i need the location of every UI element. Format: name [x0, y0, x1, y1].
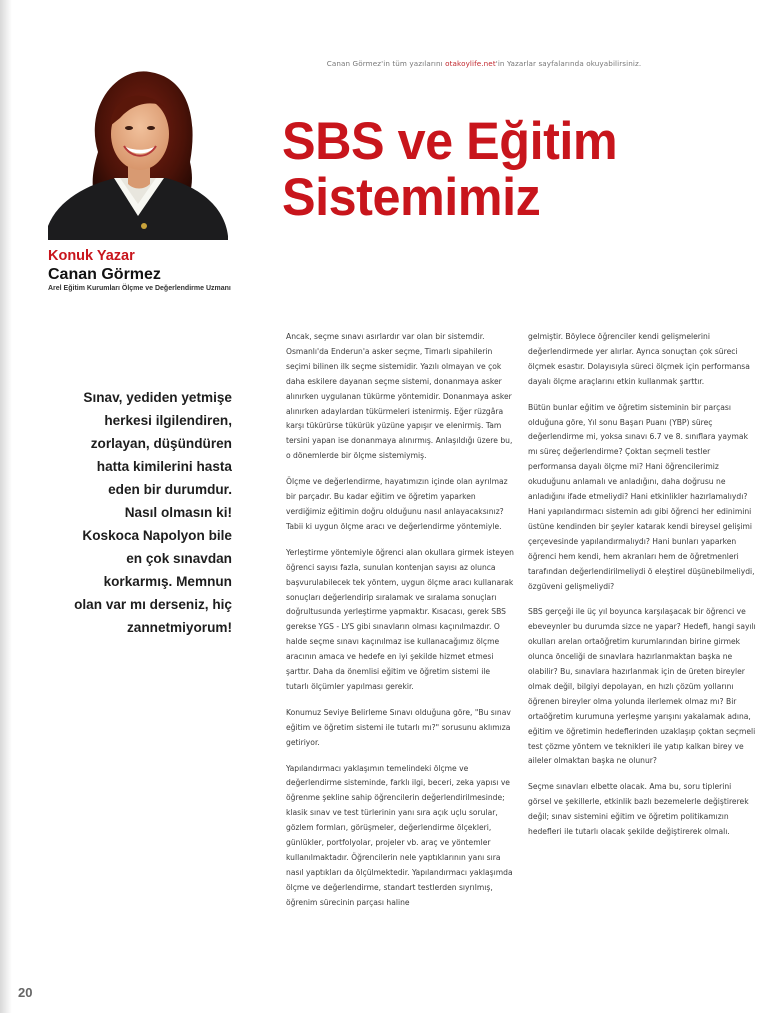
body-paragraph: Ancak, seçme sınavı asırlardır var olan bir sistemdir. Osmanlı'da Enderun'a asker seçme, Timarlı sipahilerin seçimi bilinen ilk seçme sistemidir. Yazılı olmayan ve çok daha eskilere dayanan seçme sistemi, donanmaya asker alınırken uygulanan tükürme yöntemidir. Donanmaya asker alınırken adaylardan tükürmeleri istenirmiş. Eğer rüzgâra karşı tükürürse tükürük yüzüne yapışır ve elenirmiş. Tam tersini yapan ise donanmaya alınırmış. Anlaşıldığı üzere bu, o dönemlerde bir ölçme sistemiymiş. — [286, 332, 513, 461]
author-name: Canan Görmez — [48, 266, 161, 283]
article-title-line-1: SBS ve Eğitim — [282, 112, 618, 171]
website-link[interactable]: otakoylife.net — [445, 59, 496, 68]
tagline-text-after: 'in Yazarlar sayfalarında okuyabilirsiniz. — [495, 59, 642, 68]
body-column-1 — [286, 330, 514, 922]
article-title-line-2: Sistemimiz — [282, 168, 541, 227]
header-tagline — [254, 59, 714, 68]
body-paragraph: Yerleştirme yöntemiyle öğrenci alan okullara girmek isteyen öğrenci sayısı fazla, sunulan kontenjan sayısı az olunca başvurulabilecek tek yöntem, uygun ölçme aracı kullanarak sonuçları değerlendirip sıralamak ve sıralama sonuçları doğrultusunda yerleştirme yapmaktır. Kısacası, gerek SBS gerekse YGS - LYS gibi sınavların olması kaçınılmazdır. O halde seçme sınavı kaçınılmaz ise kullanacağımız ölçme aracının amaca ve hedefe en iyi şekilde hizmet etmesi şarttır. Daha da önemlisi eğitim ve öğretim sistemi ile tutarlı ölçümler yapılması gerekir. — [286, 547, 514, 691]
body-paragraph: Yapılandırmacı yaklaşımın temelindeki ölçme ve değerlendirme sisteminde, farklı ilgi, beceri, zeka yapısı ve öğrenme şekline sahip öğrencilerin değerlendirilmesinde; klasik sınav ve test türlerinin yanı sıra açık uçlu sorular, gözlem formları, görüşmeler, değerlendirme ölçekleri, günlükler, portfolyolar, projeler vb. araç ve yöntemler kullanılmaktadır. Öğrencilerin nele yaptıklarının yanı sıra nasıl yaptıkları da ölçülmektedir. Yapılandırmacı yaklaşımda ölçme ve değerlendirme, standart testlerden sıyrılmış, öğrenim sürecinin parçası haline — [286, 763, 513, 907]
body-paragraph: Bütün bunlar eğitim ve öğretim sisteminin bir parçası olduğuna göre, Yıl sonu Başarı Puanı (YBP) süreç değerlendirme mi, yoksa sınavı 6.7 ve 8. sınıflara yaymak mı süreç değerlendirme? Çoktan seçmeli testler performansa dayalı ölçme mi? Hani öğrencilerimiz okuduğunu anlamalı ve anladığını, daha doğrusu ne anladığını ifade etmeliydi? Hani etkinlikler hazırlamalıydı? Hani yapılandırmacı sistemin adı gibi öğrenci her edinimini üstüne kendinden bir şeyler katarak kendi bireysel gelişimi çerçevesinde yapılandırmalıydı? Hani bunları yaparken öğrenci hem kendi, hem akranları hem de öğretmenleri tarafından değerlendirilmeliydi ö eleştirel düşünebilmeliydi, özgüveni gelişmeliydi? — [528, 402, 755, 591]
author-role: Konuk Yazar — [48, 248, 135, 264]
article-title — [282, 114, 691, 226]
tagline-text-before: Canan Görmez'in tüm yazılarını — [326, 59, 446, 68]
body-paragraph: Ölçme ve değerlendirme, hayatımızın içinde olan ayrılmaz bir parçadır. Bu kadar eğitim ve öğretim yaparken verdiğimiz eğitimin doğru olduğunu nasıl anlayacaksınız? Tabii ki uygun ölçme aracı ve değerlendirme yöntemiyle. — [286, 477, 508, 531]
author-portrait — [48, 66, 228, 240]
body-paragraph: Seçme sınavları elbette olacak. Ama bu, soru tiplerini görsel ve şekillerle, etkinlik bazlı bezemelerle değiştirerek değil; sınav sistemini eğitim ve öğretim politikamızın hedefleri ile tutarlı olacak şekilde değiştirerek olmalı. — [528, 782, 749, 837]
body-paragraph: Konumuz Seviye Belirleme Sınavı olduğuna göre, "Bu sınav eğitim ve öğretim sistemi ile tutarlı mı?" sorusunu aklımıza getiriyor. — [286, 707, 511, 747]
page-spine-shadow — [0, 0, 12, 1013]
pull-quote: Sınav, yediden yetmişe herkesi ilgilendiren, zorlayan, düşündüren hatta kimilerini hasta eden bir durumdur. Nasıl olmasın ki! Koskoca Napolyon bile en çok sınavdan korkarmış. Memnun olan var mı derseniz, hiç zannetmiyorum! — [74, 390, 232, 635]
body-paragraph: gelmiştir. Böylece öğrenciler kendi gelişmelerini değerlendirmede yer alırlar. Ayrıca sonuçtan çok süreci ölçmek esastır. Dolayısıyla süreci ölçmek için performansa dayalı ölçme araçlarını etkin kullanmak şarttır. — [528, 332, 750, 386]
author-byline — [48, 247, 288, 294]
page-number: 20 — [18, 985, 33, 1000]
body-column-2 — [528, 330, 756, 851]
author-title: Arel Eğitim Kurumları Ölçme ve Değerlendirme Uzmanı — [48, 285, 231, 292]
body-paragraph: SBS gerçeği ile üç yıl boyunca karşılaşacak bir öğrenci ve ebeveynler bu durumda sizce ne yapar? Hedefi, hangi sayılı okulları arelan ortaöğretim kurumlarından birine girmek olunca önceliği de sınavlara hazırlanmaktan başka ne olabilir? Bu, sınavlara hazırlanmak için de üreten bireyler olmak değil, bilgiyi depolayan, en hızlı çözüm yollarını öğrenen bireyler olma yolunda ilerlemek olmaz mı? Bir ortaöğretim kurumuna yerleşme yarışını yakalamak adına, eğitim ve öğretimin hedeflerinden uzaklaşıp çoktan seçmeli test çözme yöntem ve teknikleri ile yatıp kalkan birey ve aileler olmaktan başka ne olunur? — [528, 607, 756, 766]
